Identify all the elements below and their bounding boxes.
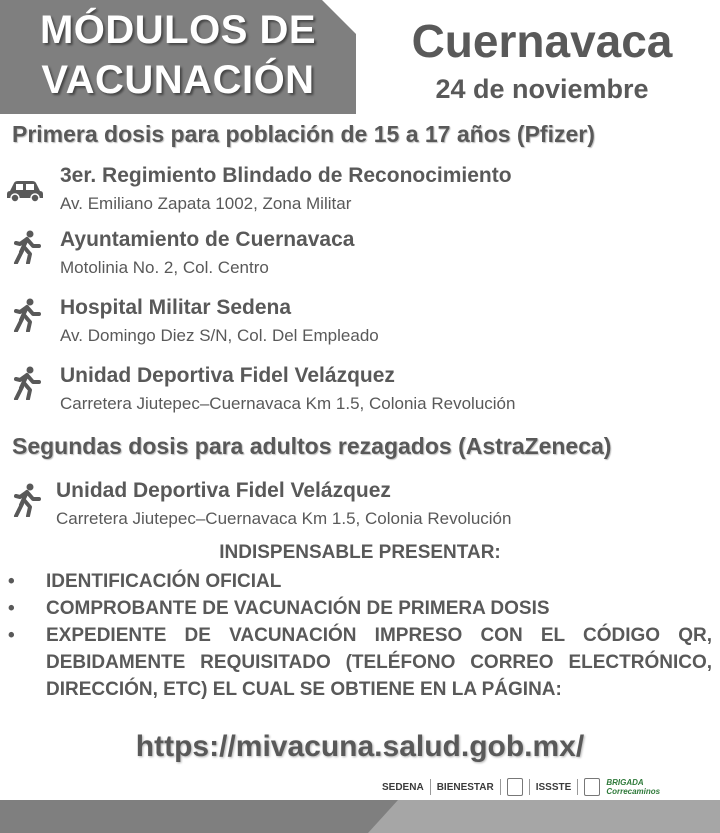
- second-dose-title: Segundas dosis para adultos rezagados (AstraZeneca): [12, 433, 612, 459]
- bienestar-logo: BIENESTAR: [436, 781, 494, 793]
- divider: [430, 779, 431, 795]
- site-address: Carretera Jiutepec–Cuernavaca Km 1.5, Colonia Revolución: [60, 394, 516, 413]
- car-icon: [6, 172, 44, 206]
- sedena-logo: SEDENA: [382, 781, 424, 793]
- walking-person-icon: [8, 483, 46, 517]
- divider: [577, 779, 578, 795]
- site-item: [0, 294, 720, 354]
- site-address: Av. Emiliano Zapata 1002, Zona Militar: [60, 194, 352, 213]
- walking-person-icon: [8, 230, 46, 264]
- banner-title-line-1: MÓDULOS DE: [39, 8, 317, 52]
- list-item: [8, 568, 712, 595]
- site-name: Unidad Deportiva Fidel Velázquez: [56, 479, 391, 502]
- requirement-text: EXPEDIENTE DE VACUNACIÓN IMPRESO CON EL CÓDIGO QR, DEBIDAMENTE REQUISITADO (TELÉFONO CORREO ELECTRÓNICO, DIRECCIÓN, ETC) EL CUAL SE OBTIENE EN LA PÁGINA:: [46, 625, 712, 700]
- site-item: [0, 226, 720, 286]
- walking-person-icon: [8, 298, 46, 332]
- site-name: Unidad Deportiva Fidel Velázquez: [60, 364, 395, 387]
- first-dose-title: Primera dosis para población de 15 a 17 años (Pfizer): [12, 121, 595, 147]
- divider: [500, 779, 501, 795]
- requirement-text: IDENTIFICACIÓN OFICIAL: [46, 571, 282, 592]
- requirements-list: [8, 568, 712, 703]
- bullet-icon: •: [8, 571, 15, 592]
- list-item: [8, 622, 712, 703]
- list-item: [8, 595, 712, 622]
- brigada-correcaminos-logo: BRIGADA Correcaminos: [606, 778, 661, 796]
- imss-logo-icon: [507, 778, 523, 796]
- site-item: [0, 162, 720, 222]
- site-name: Ayuntamiento de Cuernavaca: [60, 228, 355, 251]
- issste-logo: ISSSTE: [535, 781, 572, 793]
- requirement-text: COMPROBANTE DE VACUNACIÓN DE PRIMERA DOSIS: [46, 598, 550, 619]
- site-name: 3er. Regimiento Blindado de Reconocimiento: [60, 164, 512, 187]
- bullet-icon: •: [8, 625, 15, 646]
- walking-person-icon: [8, 366, 46, 400]
- state-seal-icon: [584, 778, 600, 796]
- vaccine-url-link[interactable]: https://mivacuna.salud.gob.mx/: [135, 730, 585, 763]
- site-address: Carretera Jiutepec–Cuernavaca Km 1.5, Colonia Revolución: [56, 509, 512, 528]
- requirements-title: INDISPENSABLE PRESENTAR:: [219, 542, 501, 563]
- site-item: [0, 477, 720, 537]
- footer-accent: [368, 800, 720, 833]
- date-label: 24 de noviembre: [435, 74, 649, 104]
- site-address: Av. Domingo Diez S/N, Col. Del Empleado: [60, 326, 379, 345]
- site-address: Motolinia No. 2, Col. Centro: [60, 258, 269, 277]
- divider: [529, 779, 530, 795]
- banner-title-line-2: VACUNACIÓN: [41, 58, 315, 102]
- sponsor-logos: [382, 775, 712, 799]
- site-item: [0, 362, 720, 422]
- bullet-icon: •: [8, 598, 15, 619]
- site-name: Hospital Militar Sedena: [60, 296, 292, 319]
- city-title: Cuernavaca: [411, 15, 673, 67]
